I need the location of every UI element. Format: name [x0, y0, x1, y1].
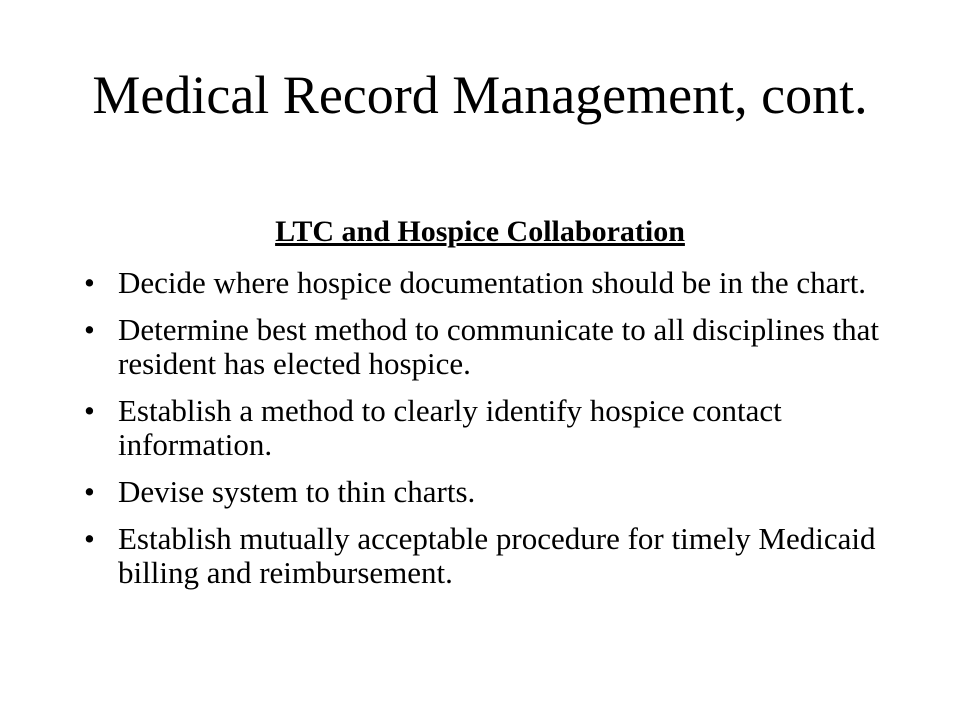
bullet-list — [80, 266, 880, 603]
bullet-icon: • — [84, 265, 95, 300]
bullet-text: Determine best method to communicate to all disciplines that resident has elected hospice. — [118, 312, 880, 381]
bullet-item — [80, 266, 880, 300]
slide-title: Medical Record Management, cont. — [92, 65, 868, 125]
bullet-icon: • — [84, 393, 95, 428]
slide-subtitle: LTC and Hospice Collaboration — [275, 215, 685, 248]
bullet-text: Establish a method to clearly identify hospice contact information. — [118, 393, 782, 462]
bullet-icon: • — [84, 521, 95, 556]
bullet-item — [80, 475, 880, 509]
bullet-text: Establish mutually acceptable procedure for timely Medicaid billing and reimbursement. — [118, 521, 876, 590]
bullet-text: Decide where hospice documentation should be in the chart. — [118, 265, 867, 300]
bullet-icon: • — [84, 312, 95, 347]
bullet-item — [80, 522, 880, 590]
bullet-item — [80, 313, 880, 381]
bullet-text: Devise system to thin charts. — [118, 474, 476, 509]
bullet-icon: • — [84, 474, 95, 509]
bullet-item — [80, 394, 880, 462]
